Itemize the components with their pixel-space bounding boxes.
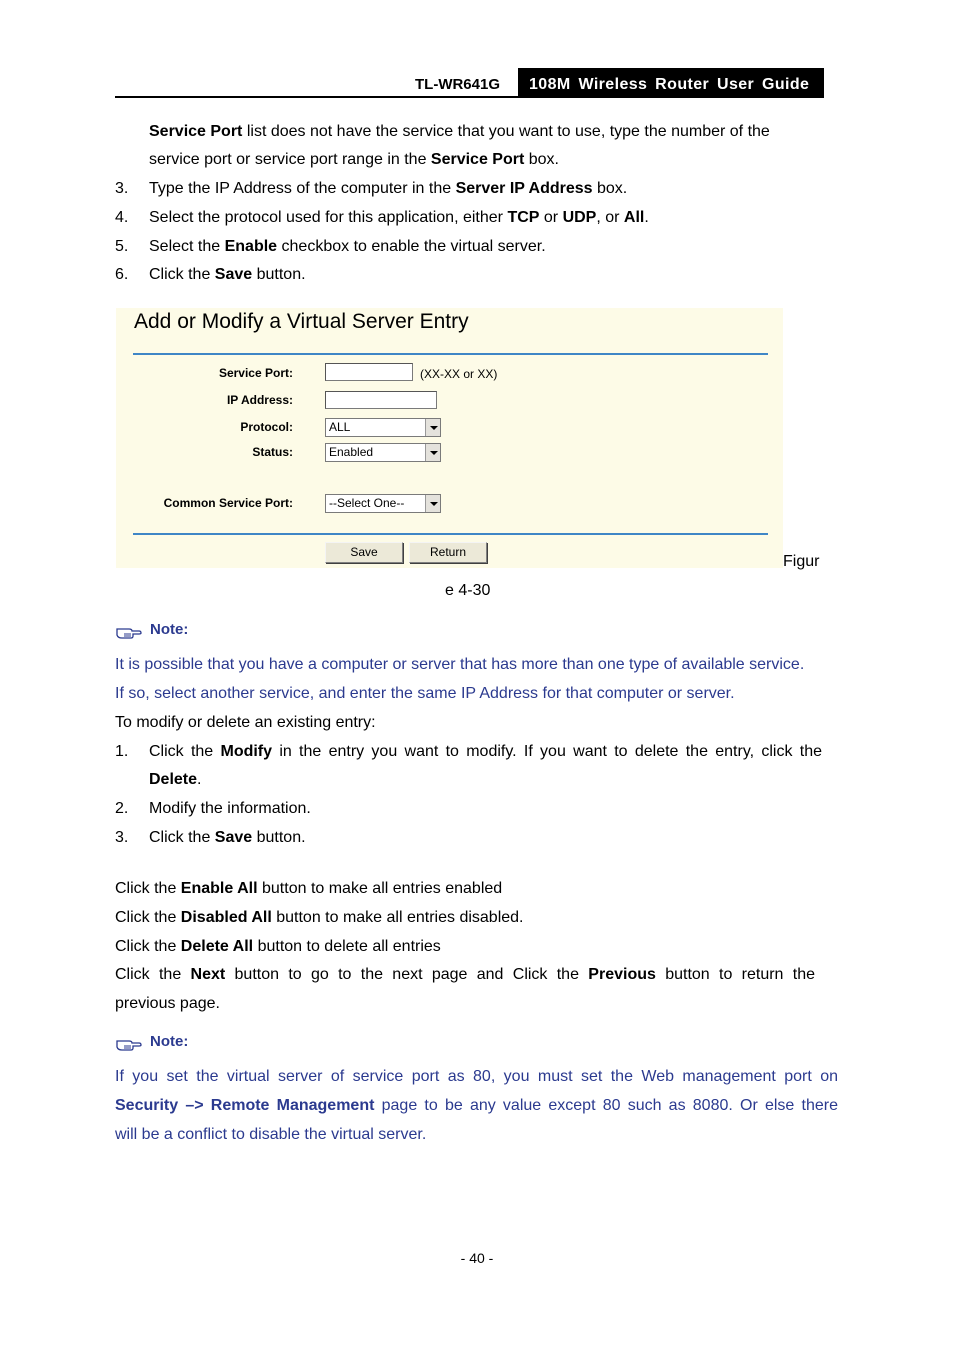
bold-term: Service Port (430, 151, 525, 168)
bold-term: All (623, 209, 645, 226)
bold-term: UDP (562, 209, 597, 226)
note-line: It is possible that you have a computer or server that has more than one type of available service. (115, 656, 805, 673)
common-service-port-select[interactable] (325, 494, 441, 513)
status-select[interactable] (325, 443, 441, 462)
bold-term: Security –> Remote Management (115, 1097, 375, 1114)
bold-term: Delete (149, 771, 198, 788)
note-label: Note: (150, 621, 189, 638)
header-guide-title: 108M Wireless Router User Guide (518, 68, 824, 98)
return-button[interactable]: Return (409, 542, 487, 563)
step-number: 2. (115, 800, 129, 817)
chevron-down-icon[interactable] (425, 419, 440, 436)
step-number: 3. (115, 180, 129, 197)
note-label: Note: (150, 1033, 189, 1050)
virtual-server-form-panel (116, 308, 783, 568)
form-top-rule (133, 353, 768, 355)
header-rule (115, 96, 518, 98)
service-port-input[interactable] (325, 363, 413, 381)
header-model: TL-WR641G (415, 76, 501, 93)
status-label: Status: (252, 445, 293, 459)
form-title: Add or Modify a Virtual Server Entry (134, 310, 469, 333)
step-text: Delete. (149, 771, 202, 788)
bold-term: TCP (507, 209, 540, 226)
status-selected-value: Enabled (329, 445, 374, 459)
bold-term: Previous (588, 966, 656, 983)
page-number: - 40 - (460, 1250, 494, 1266)
pointing-hand-icon (116, 1036, 142, 1052)
bold-term: Save (214, 266, 253, 283)
protocol-label: Protocol: (240, 420, 293, 434)
note-line: If you set the virtual server of service port as 80, you must set the Web management port on (115, 1068, 838, 1085)
note-line: If so, select another service, and enter the same IP Address for that computer or server. (115, 685, 735, 702)
ip-address-label: IP Address: (226, 393, 293, 407)
modify-intro: To modify or delete an existing entry: (115, 714, 376, 731)
chevron-down-icon[interactable] (425, 444, 440, 461)
step-text: Type the IP Address of the computer in the Server IP Address box. (149, 180, 628, 197)
figure-caption-part2: e 4-30 (445, 582, 491, 599)
pointing-hand-icon (116, 624, 142, 640)
intro-line-2: service port or service port range in the Service Port box. (149, 151, 559, 168)
step-number: 5. (115, 238, 129, 255)
note-line: will be a conflict to disable the virtual server. (115, 1126, 427, 1143)
chevron-down-icon[interactable] (425, 495, 440, 512)
step-text: Select the protocol used for this application, either TCP or UDP, or All. (149, 209, 649, 226)
ip-address-input[interactable] (325, 391, 437, 409)
figure-caption-part1: Figur (783, 553, 820, 570)
bold-term: Enable (224, 238, 278, 255)
protocol-selected-value: ALL (329, 420, 351, 434)
protocol-select[interactable] (325, 418, 441, 437)
step-number: 1. (115, 743, 129, 760)
service-port-hint: (XX-XX or XX) (420, 367, 498, 381)
bold-term: Disabled All (180, 909, 272, 926)
intro-line-1: Service Port list does not have the service that you want to use, type the number of the (149, 123, 770, 140)
button-desc-line: Click the Delete All button to delete all entries (115, 938, 441, 955)
common-service-port-label: Common Service Port: (163, 496, 293, 510)
button-desc-line: Click the Disabled All button to make all entries disabled. (115, 909, 524, 926)
common-service-port-selected-value: --Select One-- (329, 496, 405, 510)
step-text: Click the Save button. (149, 266, 306, 283)
bold-term: Modify (220, 743, 273, 760)
step-text: Click the Modify in the entry you want to modify. If you want to delete the entry, click the (149, 743, 823, 760)
form-bottom-rule (133, 533, 768, 535)
bold-term: Service Port (149, 123, 243, 140)
bold-term: Save (214, 829, 253, 846)
step-text: Select the Enable checkbox to enable the virtual server. (149, 238, 546, 255)
step-number: 6. (115, 266, 129, 283)
button-desc-line: Click the Next button to go to the next page and Click the Previous button to return the (115, 966, 816, 983)
button-desc-line: Click the Enable All button to make all entries enabled (115, 880, 503, 897)
button-desc-line: previous page. (115, 995, 220, 1012)
step-text: Modify the information. (149, 800, 311, 817)
bold-term: Enable All (180, 880, 258, 897)
bold-term: Next (190, 966, 226, 983)
service-port-label: Service Port: (218, 366, 293, 380)
step-text: Click the Save button. (149, 829, 306, 846)
bold-term: Delete All (180, 938, 254, 955)
note-line: Security –> Remote Management page to be any value except 80 such as 8080. Or else there (115, 1097, 838, 1114)
step-number: 3. (115, 829, 129, 846)
bold-term: Server IP Address (455, 180, 593, 197)
save-button[interactable]: Save (325, 542, 403, 563)
step-number: 4. (115, 209, 129, 226)
